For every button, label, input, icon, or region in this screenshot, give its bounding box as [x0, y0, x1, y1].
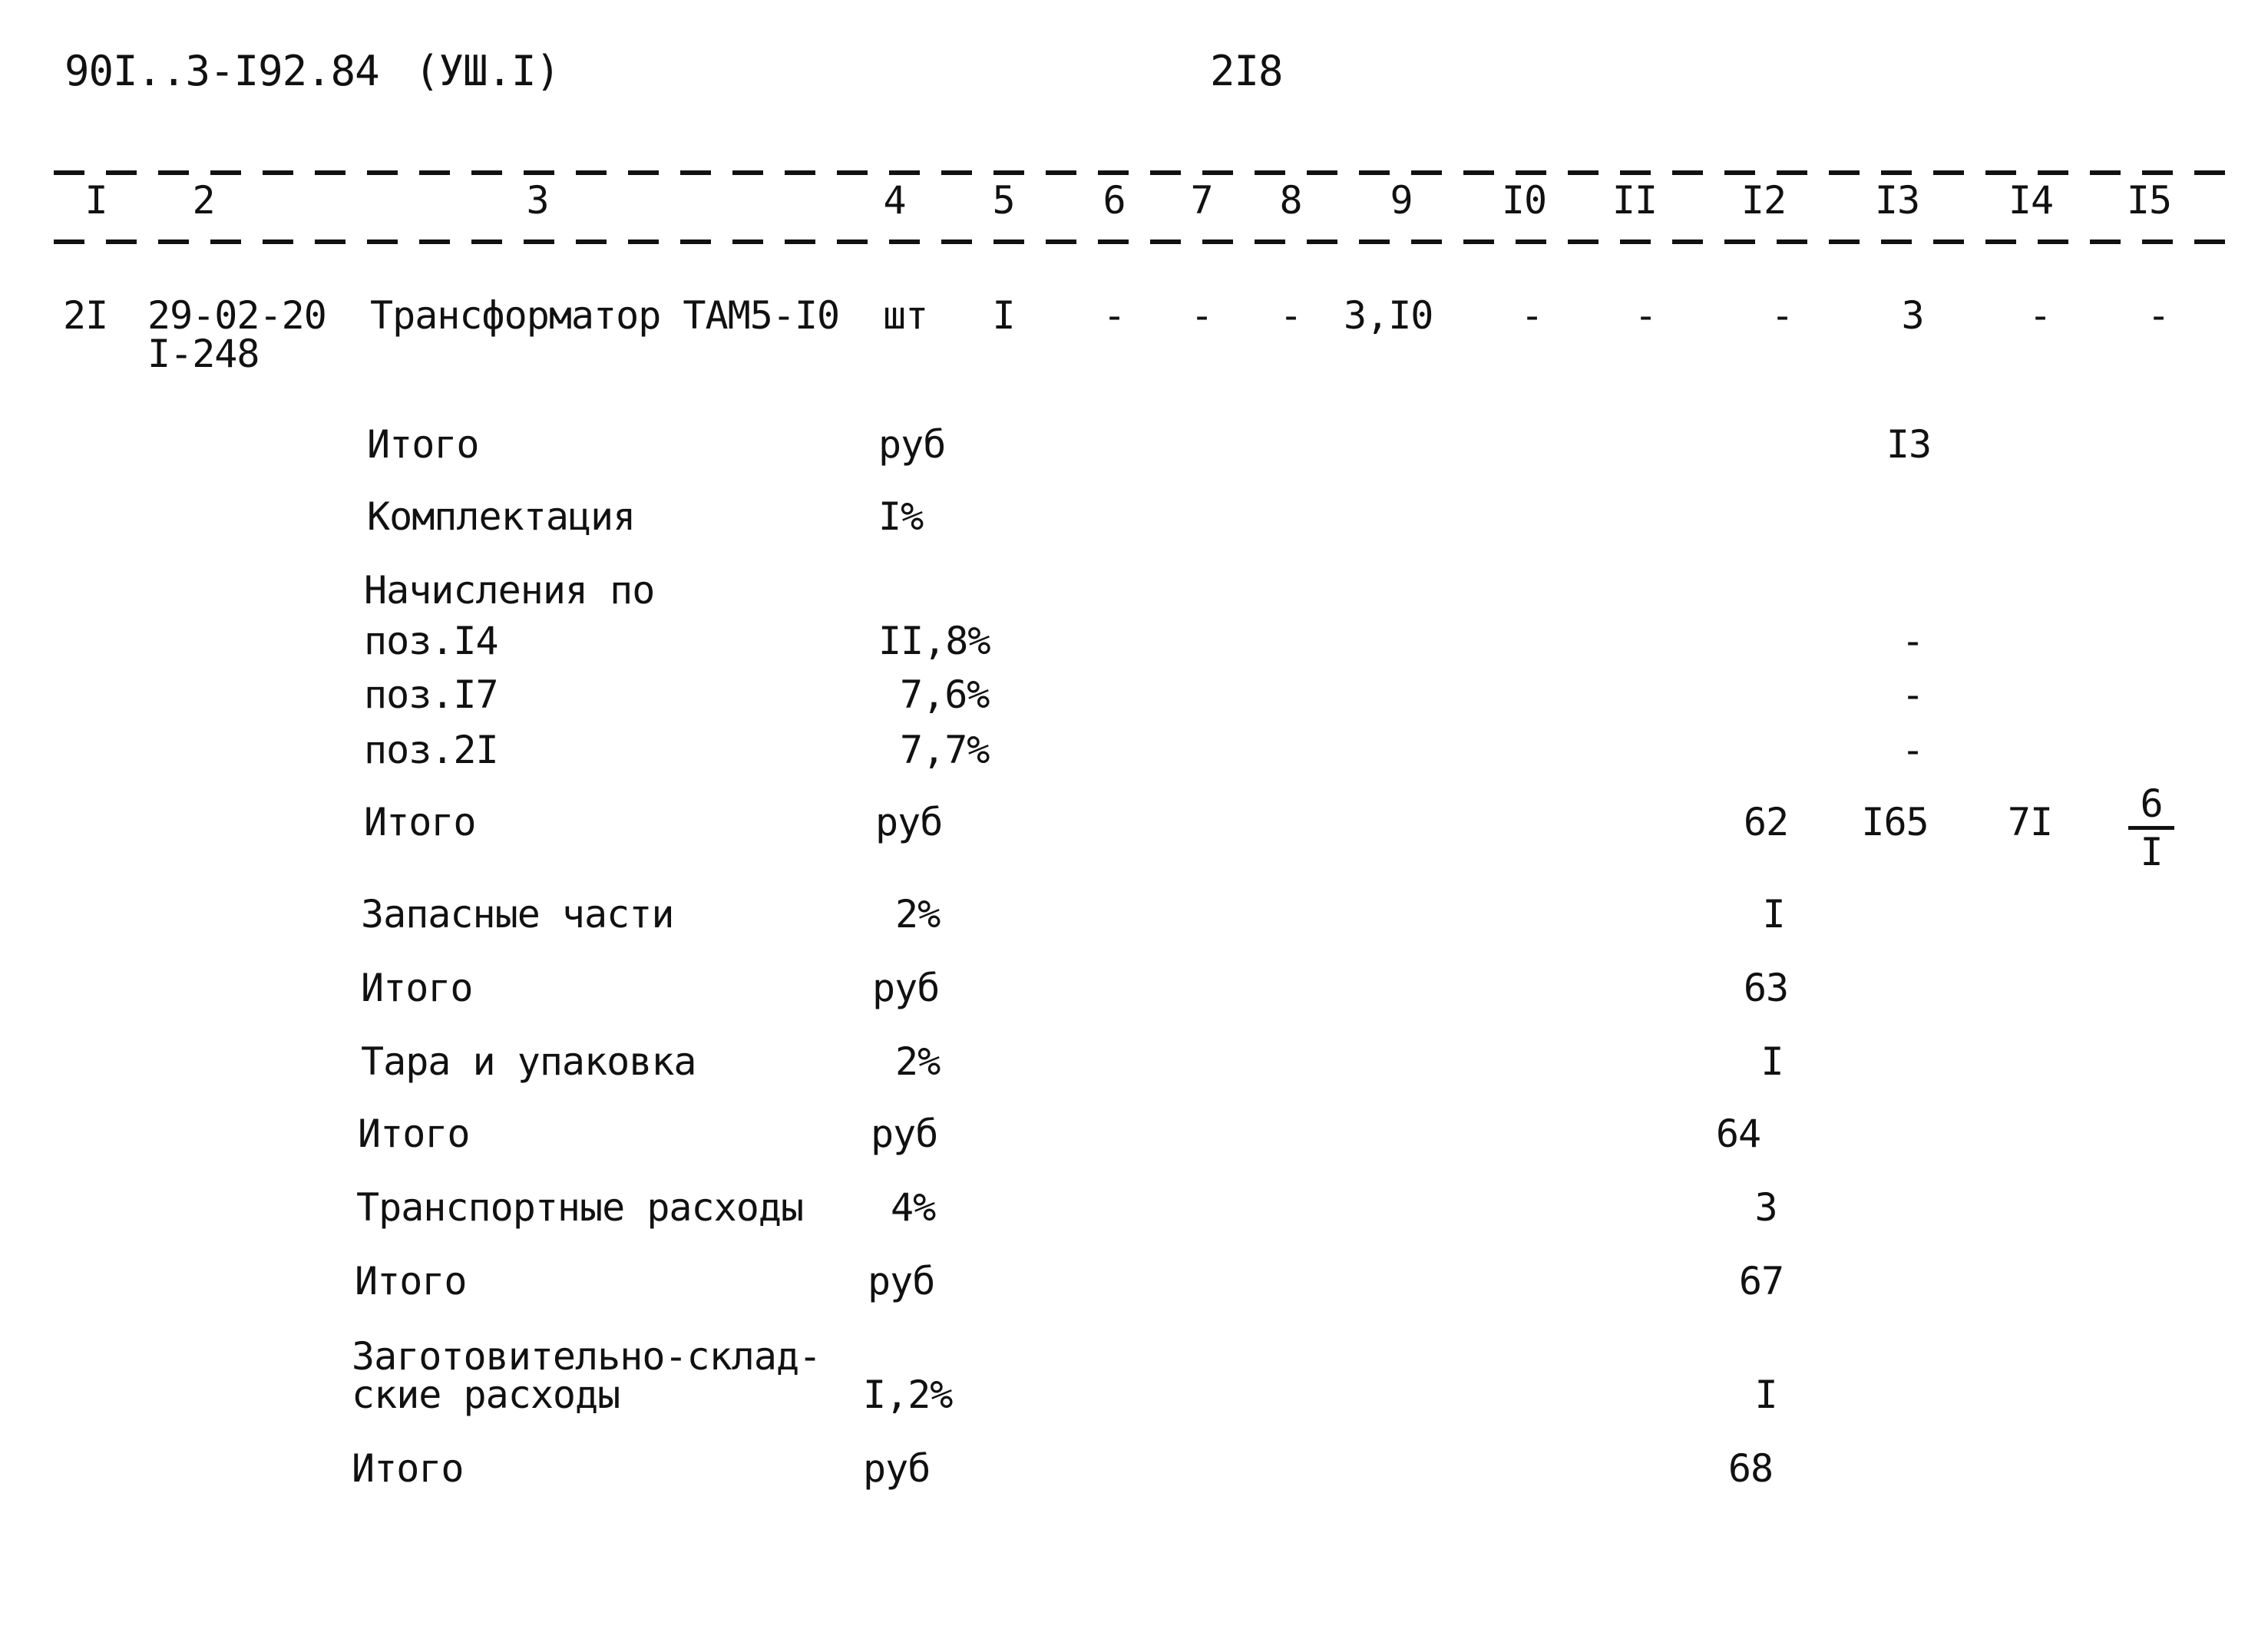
row-unit: I,2%	[863, 1373, 953, 1417]
row-label: Итого	[364, 800, 476, 844]
item-col11: -	[1634, 293, 1657, 338]
fraction-numerator: 6	[2140, 781, 2163, 826]
row-label: Комплектация	[367, 494, 636, 539]
header-top-rule	[54, 170, 2227, 175]
item-code-secondary: I-248	[147, 332, 260, 376]
row-col13: I3	[1886, 422, 1932, 467]
row-col12: 63	[1743, 966, 1789, 1010]
row-label: Итого	[355, 1259, 467, 1303]
item-col14: -	[2028, 293, 2051, 338]
page-number: 2I8	[1210, 47, 1283, 95]
row-col12: 67	[1738, 1259, 1784, 1303]
column-header: I	[84, 178, 107, 223]
row-unit: II,8%	[878, 619, 990, 663]
item-name: Трансформатор ТАМ5-I0	[370, 293, 840, 338]
row-label: поз.I4	[364, 619, 498, 663]
column-header: I5	[2126, 178, 2172, 223]
column-header: I0	[1501, 178, 1547, 223]
row-unit: 2%	[895, 892, 941, 937]
row-label: Заготовительно-склад-	[352, 1334, 822, 1379]
column-header: 9	[1390, 178, 1413, 223]
column-header: 5	[992, 178, 1015, 223]
column-header: 8	[1279, 178, 1302, 223]
row-unit: I%	[878, 494, 924, 539]
column-header: 2	[192, 178, 215, 223]
column-header: 6	[1103, 178, 1126, 223]
row-col14: 7I	[2007, 800, 2053, 844]
row-label: Начисления по	[364, 568, 655, 613]
row-col12: 68	[1727, 1446, 1774, 1491]
row-col15-fraction	[2128, 781, 2174, 874]
row-label: Тара и упаковка	[361, 1039, 696, 1084]
row-unit: руб	[871, 1112, 938, 1156]
row-unit: руб	[875, 800, 943, 844]
row-col12: 62	[1743, 800, 1789, 844]
column-header: 3	[526, 178, 549, 223]
column-header: I3	[1874, 178, 1920, 223]
fraction-denominator: I	[2140, 830, 2163, 874]
row-label: Итого	[358, 1112, 470, 1156]
row-unit: руб	[878, 422, 946, 467]
row-col12: 3	[1754, 1185, 1777, 1230]
row-label: Итого	[367, 422, 479, 467]
document-code: 90I..3-I92.84	[64, 47, 379, 95]
row-label-continued: ские расходы	[352, 1373, 620, 1417]
row-label: Итого	[361, 966, 473, 1010]
row-col12: 64	[1715, 1112, 1761, 1156]
item-col8: -	[1279, 293, 1302, 338]
row-col13: -	[1901, 728, 1924, 772]
item-unit: шт	[883, 293, 928, 338]
row-unit: 4%	[891, 1185, 936, 1230]
item-col6: -	[1103, 293, 1126, 338]
column-header: 4	[883, 178, 906, 223]
item-col5: I	[992, 293, 1015, 338]
document-volume: (УШ.I)	[415, 47, 560, 95]
row-col12: I	[1754, 1373, 1777, 1417]
row-unit: руб	[872, 966, 940, 1010]
row-col13: -	[1901, 619, 1924, 663]
row-unit: 7,6%	[900, 672, 990, 717]
row-unit: 7,7%	[900, 728, 990, 772]
item-number: 2I	[63, 293, 108, 338]
header-bottom-rule	[54, 240, 2227, 244]
item-code: 29-02-20	[147, 293, 326, 338]
row-unit: 2%	[895, 1039, 941, 1084]
item-col7: -	[1190, 293, 1213, 338]
row-label: поз.I7	[364, 672, 498, 717]
row-label: Транспортные расходы	[356, 1185, 804, 1230]
row-unit: руб	[863, 1446, 931, 1491]
item-col10: -	[1520, 293, 1543, 338]
item-col9: 3,I0	[1344, 293, 1433, 338]
column-header: I4	[2008, 178, 2054, 223]
row-col13: -	[1901, 672, 1924, 717]
item-col13: 3	[1901, 293, 1924, 338]
row-col13: I65	[1861, 800, 1929, 844]
column-header: 7	[1190, 178, 1213, 223]
item-col12: -	[1770, 293, 1794, 338]
column-header: II	[1612, 178, 1658, 223]
item-col15: -	[2147, 293, 2170, 338]
row-label: Итого	[352, 1446, 464, 1491]
row-col12: I	[1762, 892, 1785, 937]
row-label: поз.2I	[364, 728, 498, 772]
row-label: Запасные части	[361, 892, 674, 937]
row-col12: I	[1761, 1039, 1784, 1084]
column-header: I2	[1741, 178, 1787, 223]
row-unit: руб	[868, 1259, 935, 1303]
